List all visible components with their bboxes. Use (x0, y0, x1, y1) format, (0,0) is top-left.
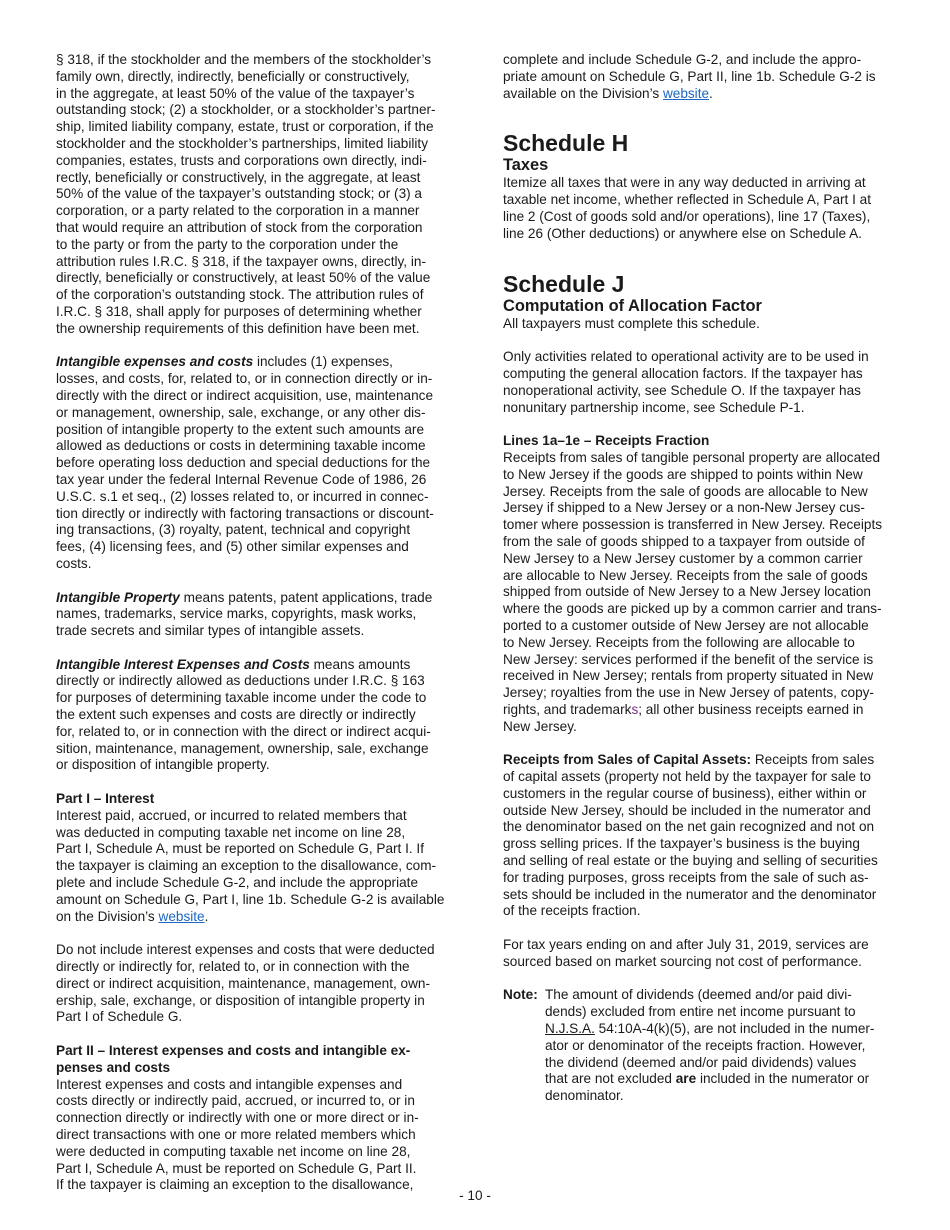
intangible-property-definition: Intangible Property means patents, patent applications, trade names, trademarks, service marks, copyrights, mask works, trade secrets and similar types of intangible assets. (56, 589, 433, 639)
note-body: The amount of dividends (deemed and/or paid divi- dends) excluded from entire net income pursuant to N.J.S.A. 54:10A-4(k)(5), are not included in the numer- ator or denominator of the receipts fraction. However, the dividend (deemed and/or paid dividends) values that are not excluded are included in the numerator or denominator. (545, 987, 875, 1104)
schedule-j-subtitle: Computation of Allocation Factor (503, 296, 762, 315)
intangible-interest-definition: Intangible Interest Expenses and Costs means amounts directly or indirectly allowed as deductions under I.R.C. § 163 for purposes of determining taxable income under the code to the extent such expenses and costs are directly or indirectly for, related to, or in connection with the direct or indirect acqui- sition, maintenance, management, ownership, sale, exchange or disposition of intangible property. (56, 656, 431, 773)
receipts-fraction-heading: Lines 1a–1e – Receipts Fraction (503, 433, 710, 449)
dividends-note (503, 987, 903, 1105)
operational-activity-paragraph: Only activities related to operational activity are to be used in computing the general allocation factors. If the taxpayer has nonoperational activity, see Schedule O. If the taxpayer has nonunitary partnership income, see Schedule P-1. (503, 349, 869, 415)
part-2-body-continued: complete and include Schedule G-2, and include the appro- priate amount on Schedule G, Part II, line 1b. Schedule G-2 is available on the Division’s website. (503, 52, 876, 101)
left-column (56, 52, 456, 1194)
schedule-j-title: Schedule J (503, 270, 625, 297)
schedule-j-section (503, 271, 903, 1105)
part-2-body: Interest expenses and costs and intangible expenses and costs directly or indirectly paid, accrued, or incurred to, or in connection directly or indirectly with one or more direct or in- direct transactions with one or more related members which were deducted in computing taxable net income on line 28, Part I, Schedule A, must be reported on Schedule G, Part II. If the taxpayer is claiming an exception to the disallowance, (56, 1076, 419, 1193)
schedule-h-title: Schedule H (503, 130, 629, 157)
related-member-definition-continued: § 318, if the stockholder and the members of the stockholder’s family own, directly, indirectly, beneficially or constructively, in the aggregate, at least 50% of the value of the taxpayer’s outstanding stock; (2) a stockholder, or a stockholder’s partner- ship, limited liability company, estate, trust or corporation, if the stockholder and the stockholder’s partnerships, limited liability companies, estates, trusts and corporations own directly, indi- rectly, beneficially or constructively, in the aggregate, at least 50% of the value of the taxpayer’s outstanding stock; or (3) a corporation, or a party related to the corporation in a manner that would require an attribution of stock from the corporation to the party or from the party to the corporation under the attribution rules I.R.C. § 318, if the taxpayer owns, directly, in- directly, beneficially or constructively, at least 50% of the value of the corporation’s outstanding stock. The attribution rules of I.R.C. § 318, shall apply for purposes of determining whether the ownership requirements of this definition have been met. (56, 52, 436, 336)
statute-reference: N.J.S.A. (545, 1021, 595, 1037)
website-link[interactable]: website (662, 85, 710, 101)
schedule-h-section (503, 130, 903, 242)
part-1-body: Interest paid, accrued, or incurred to related members that was deducted in computing taxable net income on line 28, Part I, Schedule A, must be reported on Schedule G, Part I. If the taxpayer is claiming an exception to the disallowance, com- plete and include Schedule G-2, and include the appropriate amount on Schedule G, Part I, line 1b. Schedule G-2 is available on the Division’s website. (56, 807, 445, 924)
part-1-heading: Part I – Interest (56, 791, 155, 807)
intangible-expenses-definition: Intangible expenses and costs includes (1) expenses, losses, and costs, for, related to, or in connection directly or in- directly with the direct or indirect acquisition, use, maintenance or management, ownership, sale, exchange, or any other dis- position of intangible property to the extent such amounts are allowed as deductions or costs in determining taxable income before operating loss deduction and special deductions for the tax year under the federal Internal Revenue Code of 1986, 26 U.S.C. s.1 et seq., (2) losses related to, or incurred in connec- tion directly or indirectly with factoring transactions or discount- ing transactions, (3) royalty, patent, technical and copyright fees, (4) licensing fees, and (5) other similar expenses and costs. (56, 354, 434, 571)
receipts-fraction-body: Receipts from sales of tangible personal property are allocated to New Jersey if the goods are shipped to points within New Jersey. Receipts from the sale of goods are allocable to New Jersey if shipped to a New Jersey or a non-New Jersey cus- tomer where possession is transferred in New Jersey. Receipts from the sale of goods shipped to a taxpayer from outside of New Jersey to a New Jersey customer by a common carrier are allocable to New Jersey. Receipts from the sale of goods shipped from outside of New Jersey to a New Jersey location where the goods are picked up by a common carrier and trans- ported to a customer outside of New Jersey are not allocable to New Jersey. Receipts from the following are allocable to New Jersey: services performed if the benefit of the service is received in New Jersey; rentals from property situated in New Jersey; royalties from the use in New Jersey of patents, copy- rights, and trademarks; all other business receipts earned in New Jersey. (503, 449, 883, 734)
do-not-include-paragraph: Do not include interest expenses and costs that were deducted directly or indirectly for, related to, or in connection with the direct or indirect acquisition, maintenance, management, own- ership, sale, exchange, or disposition of intangible property in Part I of Schedule G. (56, 942, 435, 1025)
schedule-j-intro: All taxpayers must complete this schedule. (503, 315, 760, 331)
part-2-heading-line-1: Part II – Interest expenses and costs and intangible ex- (56, 1043, 411, 1059)
defined-term: Intangible Interest Expenses and Costs (56, 656, 310, 672)
note-label: Note: (503, 987, 538, 1003)
defined-term: Receipts from Sales of Capital Assets: (503, 752, 752, 768)
defined-term: Intangible Property (56, 589, 180, 605)
schedule-h-body: Itemize all taxes that were in any way deducted in arriving at taxable net income, whether reflected in Schedule A, Part I at line 2 (Cost of goods sold and/or operations), line 17 (Taxes), line 26 (Other deductions) or anywhere else on Schedule A. (503, 175, 871, 241)
receipts-fraction-section (503, 433, 903, 735)
right-column (503, 52, 903, 1105)
market-sourcing-paragraph: For tax years ending on and after July 31, 2019, services are sourced based on market sourcing not cost of performance. (503, 937, 869, 969)
capital-assets-paragraph: Receipts from Sales of Capital Assets: Receipts from sales of capital assets (property not held by the taxpayer for sale to customers in the regular course of business), either within or outside New Jersey, should be included in the numerator and the denominator based on the net gain recognized and not on gross selling prices. If the taxpayer’s business is the buying and selling of real estate or the buying and selling of securities for trading purposes, gross receipts from the sale of such as- sets should be included in the numerator and the denominator of the receipts fraction. (503, 752, 878, 919)
website-link[interactable]: website (158, 908, 205, 924)
defined-term: Intangible expenses and costs (56, 354, 254, 370)
part-2-section (56, 1043, 456, 1194)
part-1-interest-section (56, 791, 456, 925)
part-2-heading-line-2: penses and costs (56, 1059, 171, 1075)
page-number: - 10 - (459, 1188, 491, 1203)
schedule-h-subtitle: Taxes (503, 156, 549, 175)
